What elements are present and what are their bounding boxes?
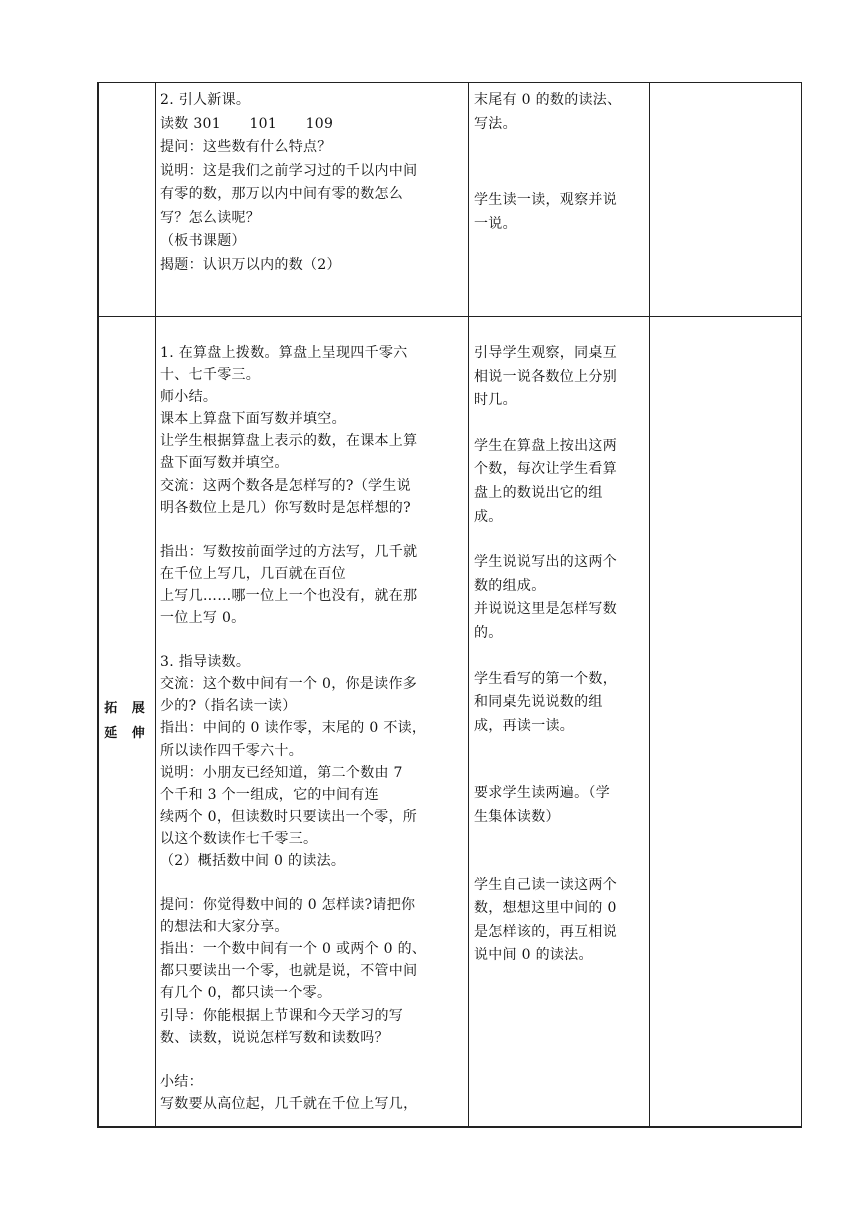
section2-activity-line: 和同桌先说说数的组 — [474, 694, 603, 711]
section2-activity-line: 学生在算盘上按出这两 — [474, 437, 617, 454]
section2-activity-line: 学生看写的第一个数， — [474, 670, 617, 687]
section2-blank-line — [160, 872, 466, 894]
section2-activity-blank — [474, 413, 646, 435]
section2-activity-line: 学生自己读一读这两个 — [474, 876, 617, 893]
section2-line: 十、七千零三。 — [160, 367, 261, 384]
section1-line-2: 读数 301 101 109 — [160, 115, 334, 132]
section2-line: 指出：写数按前面学过的方法写，几千就 — [160, 543, 418, 560]
section2-line: 有几个 0，都只读一个零。 — [160, 985, 332, 1002]
section2-line: 以这个数读作七千零三。 — [160, 830, 318, 847]
table-border-right — [801, 82, 802, 1128]
section1-line-1: 2. 引人新课。 — [160, 92, 251, 108]
section2-activity-line: 的。 — [474, 624, 503, 641]
section2-line: 3. 指导读数。 — [160, 654, 251, 671]
section2-line: 指出：一个数中间有一个 0 或两个 0 的、 — [160, 941, 427, 958]
table-border-left — [97, 82, 99, 1128]
section2-blank-line — [160, 519, 466, 541]
section1-line-7: （板书课题） — [160, 233, 246, 249]
section1-activity-b-line-1: 学生读一读，观察并说 — [474, 192, 617, 208]
section1-line-8: 揭题：认识万以内的数（2） — [160, 256, 341, 273]
section2-blank-line — [160, 1049, 466, 1071]
section2-activity-line: 个数，每次让学生看算 — [474, 461, 617, 478]
table-border-bottom — [97, 1126, 802, 1128]
section2-line: 引导：你能根据上节课和今天学习的写 — [160, 1007, 404, 1024]
section1-line-6: 写？怎么读呢？ — [160, 209, 261, 226]
section2-line: 课本上算盘下面写数并填空。 — [160, 411, 346, 428]
section2-activity-line: 说中间 0 的读法。 — [474, 947, 593, 964]
section2-activity-blank — [474, 852, 646, 874]
section2-blank-line — [160, 629, 466, 651]
section2-activity-blank — [474, 830, 646, 852]
section2-activity-line: 生集体读数） — [474, 808, 560, 825]
section2-line: 小结： — [160, 1073, 203, 1090]
section2-line: 少的?（指名读一读） — [160, 698, 297, 715]
section1-line-3: 提问：这些数有什么特点？ — [160, 139, 332, 155]
section2-activity-line: 数，想想这里中间的 0 — [474, 900, 617, 917]
section2-content-cell — [160, 342, 466, 1115]
section2-activity-cell — [474, 342, 646, 968]
table-row-divider — [97, 316, 802, 317]
section2-activity-blank — [474, 646, 646, 668]
section2-line: 在千位上写几，几百就在百位 — [160, 565, 346, 582]
section2-activity-line: 引导学生观察，同桌互 — [474, 345, 617, 361]
section2-line: 上写几……哪一位上一个也没有，就在那 — [160, 587, 418, 604]
section2-line: 交流：这个数中间有一个 0，你是读作多 — [160, 676, 418, 693]
section2-line: 提问：你觉得数中间的 0 怎样读?请把你 — [160, 897, 416, 914]
section2-activity-line: 学生说说写出的这两个 — [474, 554, 617, 571]
section1-activity-b-line-2: 一说。 — [474, 215, 517, 232]
section2-activity-line: 要求学生读两遍。（学 — [474, 785, 610, 802]
section1-activity-b — [474, 189, 646, 236]
section2-activity-blank — [474, 529, 646, 551]
section1-line-5: 有零的数，那万以内中间有零的数怎么 — [160, 186, 404, 202]
section2-activity-line: 盘上的数说出它的组 — [474, 484, 603, 501]
section2-line: 盘下面写数并填空。 — [160, 455, 289, 472]
section2-line: 说明：小朋友已经知道，第二个数由 7 — [160, 764, 403, 781]
section1-activity-a — [474, 89, 646, 136]
section2-line: 写数要从高位起，几千就在千位上写几， — [160, 1095, 418, 1112]
section2-line: （2）概括数中间 0 的读法。 — [160, 852, 346, 869]
section2-activity-line: 是怎样该的，再互相说 — [474, 923, 617, 940]
section2-line: 都只要读出一个零，也就是说，不管中间 — [160, 963, 418, 980]
section2-line: 数、读数，说说怎样写数和读数吗？ — [160, 1029, 389, 1046]
section2-line: 个千和 3 个一组成，它的中间有连 — [160, 786, 379, 803]
section2-line: 师小结。 — [160, 389, 218, 406]
table-col-divider-2 — [468, 82, 469, 1128]
section2-activity-line: 相说一说各数位上分别 — [474, 368, 617, 385]
section2-label-line-2: 延 伸 — [104, 725, 150, 741]
section2-line: 1. 在算盘上拨数。算盘上呈现四千零六 — [160, 345, 408, 361]
section2-label-line-1: 拓 展 — [104, 701, 150, 716]
section2-activity-line: 时几。 — [474, 392, 517, 409]
section1-activity-a-line-2: 写法。 — [474, 115, 517, 132]
section1-line-4: 说明：这是我们之前学习过的千以内中间 — [160, 162, 418, 179]
section2-label — [98, 697, 156, 746]
table-border-top — [97, 82, 802, 83]
section2-activity-line: 成，再读一读。 — [474, 717, 575, 734]
section2-line: 续两个 0，但读数时只要读出一个零，所 — [160, 808, 418, 825]
table-col-divider-3 — [649, 82, 650, 1128]
section1-activity-a-line-1: 末尾有 0 的数的读法、 — [474, 92, 622, 108]
section2-line: 指出：中间的 0 读作零，末尾的 0 不读， — [160, 720, 427, 737]
table-col-divider-1 — [155, 82, 156, 1128]
section2-activity-line: 并说说这里是怎样写数 — [474, 601, 617, 618]
section2-line: 所以读作四千零六十。 — [160, 742, 303, 759]
section2-activity-blank — [474, 760, 646, 782]
section2-line: 的想法和大家分享。 — [160, 919, 289, 936]
section1-content-cell — [160, 89, 466, 277]
section2-activity-line: 数的组成。 — [474, 577, 546, 594]
section2-line: 交流：这两个数各是怎样写的?（学生说 — [160, 477, 411, 494]
section2-activity-line: 成。 — [474, 508, 503, 525]
section2-line: 明各数位上是几）你写数时是怎样想的? — [160, 499, 411, 516]
section2-line: 一位上写 0。 — [160, 610, 246, 627]
section2-line: 让学生根据算盘上表示的数，在课本上算 — [160, 433, 418, 450]
section2-activity-blank — [474, 738, 646, 760]
